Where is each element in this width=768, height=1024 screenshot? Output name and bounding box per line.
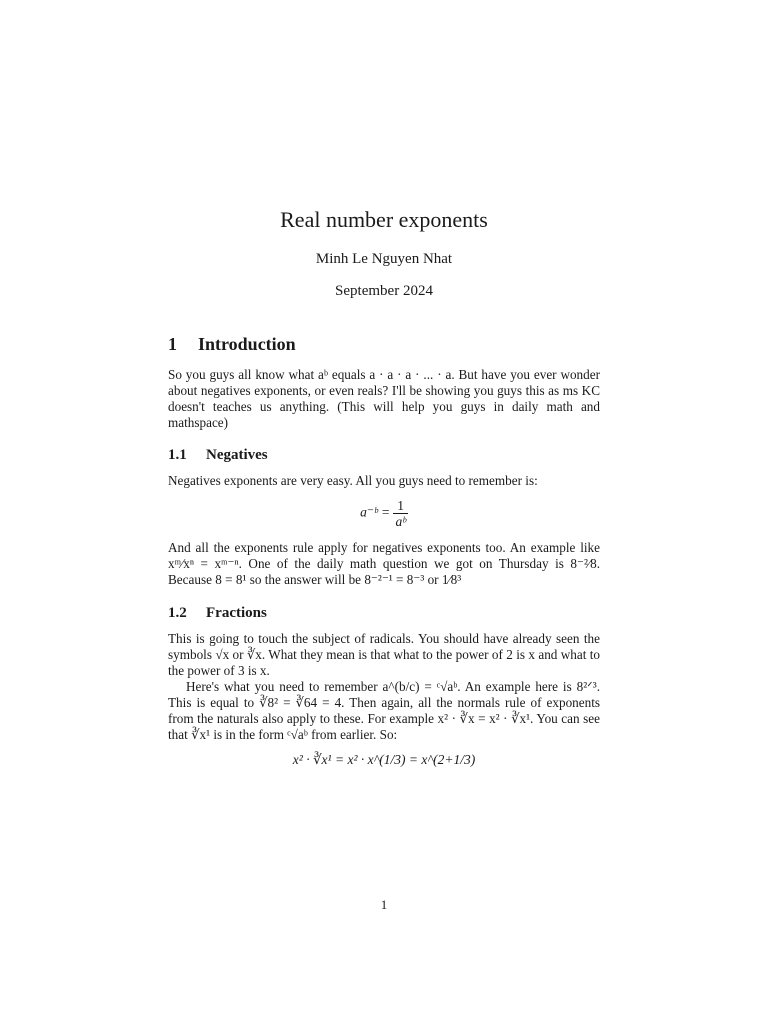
fraction-numerator: 1 [393,498,407,514]
subsection-number: 1.2 [168,605,187,621]
subsection-heading-fractions [168,605,267,622]
subsection-title: Negatives [206,447,268,463]
fractions-paragraph-1: This is going to touch the subject of radicals. You should have already seen the symbols √x or ∛x. What they mean is that what to the power of 2 is x and what to the power of 3 is x. [168,631,600,678]
fractions-equation: x² · ∛x¹ = x² · x^(1/3) = x^(2+1/3) [292,752,476,767]
equation-fraction [393,498,407,529]
section-number: 1 [168,334,177,354]
negatives-paragraph: And all the exponents rule apply for negatives exponents too. An example like xᵐ⁄xⁿ = xᵐ⁻ⁿ. One of the daily math question we got on Thursday is 8⁻²⁄8. Because 8 = 8¹ so the answer will be 8⁻²⁻¹ = 8⁻³ or 1⁄8³ [168,540,600,587]
negatives-intro-text: Negatives exponents are very easy. All you guys need to remember is: [168,473,538,488]
paper-date: September 2024 [335,283,433,299]
subsection-number: 1.1 [168,447,187,463]
equation-lhs: a⁻ᵇ = [360,504,391,520]
page-number: 1 [380,897,388,912]
fractions-paragraph-2: Here's what you need to remember a^(b/c) = ᶜ√aᵇ. An example here is 8²ᐟ³. This is equal to ∛8² = ∛64 = 4. Then again, all the normals rule of exponents from the naturals also apply to these. For example x² · ∛x = x² · ∛x¹. You can see that ∛x¹ is in the form ᶜ√aᵇ from earlier. So: [168,679,600,742]
fraction-denominator: aᵇ [395,514,406,529]
negative-exponent-equation [168,498,600,529]
paper-author: Minh Le Nguyen Nhat [315,251,453,267]
section-title: Introduction [198,334,296,354]
section-heading-introduction [168,334,296,355]
subsection-heading-negatives [168,447,268,464]
subsection-title: Fractions [206,605,267,621]
paper-title: Real number exponents [280,207,488,232]
introduction-paragraph: So you guys all know what aᵇ equals a · a · a · ... · a. But have you ever wonder about negatives exponents, or even reals? I'll be showing you guys this as ms KC doesn't teaches us anything. (This will help you guys in daily math and mathspace) [168,367,600,430]
